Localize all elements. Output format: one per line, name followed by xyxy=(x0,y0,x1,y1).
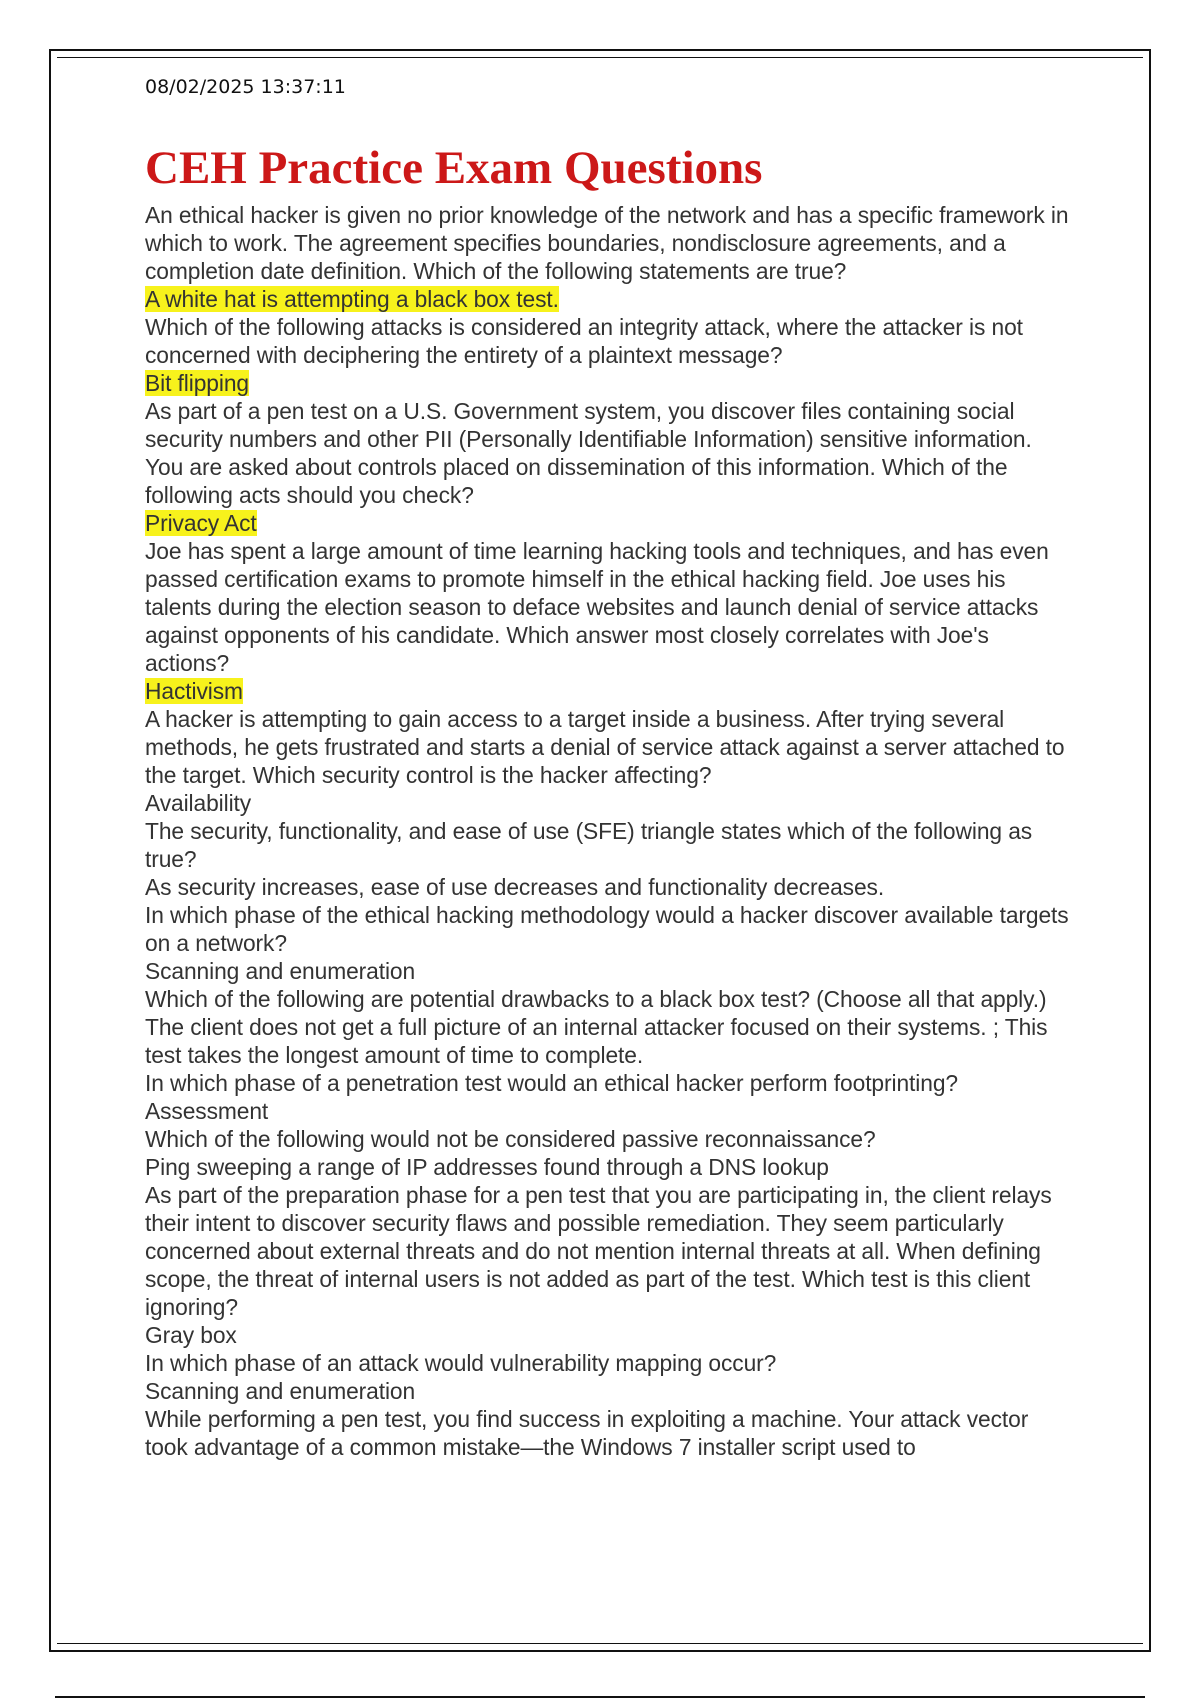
document-title: CEH Practice Exam Questions xyxy=(145,142,763,194)
answer-highlight: Privacy Act xyxy=(145,510,257,536)
question-text: The security, functionality, and ease of use (SFE) triangle states which of the following as true? xyxy=(145,818,1033,872)
question-text: Joe has spent a large amount of time learning hacking tools and techniques, and has even passed certification exams to promote himself in the ethical hacking field. Joe uses his talents during the election season to deface websites and launch denial of service attacks against opponents of his candidate. Which answer most closely correlates with Joe's actions? xyxy=(145,538,1049,676)
answer-text: Scanning and enumeration xyxy=(145,958,416,984)
page-divider xyxy=(55,1696,1145,1698)
question-text: A hacker is attempting to gain access to a target inside a business. After trying several methods, he gets frustrated and starts a denial of service attack against a server attached to the target. Which security control is the hacker affecting? xyxy=(145,706,1065,788)
answer-text-highlighted xyxy=(145,285,1070,313)
question-text: As part of a pen test on a U.S. Government system, you discover files containing social security numbers and other PII (Personally Identifiable Information) sensitive information. You are asked about controls placed on dissemination of this information. Which of the following acts should you check? xyxy=(145,398,1032,508)
question-text: As part of the preparation phase for a pen test that you are participating in, the client relays their intent to discover security flaws and possible remediation. They seem particularly concerned about external threats and do not mention internal threats at all. When defining scope, the threat of internal users is not added as part of the test. Which test is this client ignoring? xyxy=(145,1182,1052,1320)
answer-text-highlighted xyxy=(145,509,1070,537)
question-text: Which of the following are potential drawbacks to a black box test? (Choose all that apply.) xyxy=(145,986,1047,1012)
print-timestamp: 08/02/2025 13:37:11 xyxy=(145,76,346,98)
question-text: Which of the following would not be considered passive reconnaissance? xyxy=(145,1126,876,1152)
answer-text-highlighted xyxy=(145,369,1070,397)
answer-highlight: Hactivism xyxy=(145,678,243,704)
answer-text-highlighted xyxy=(145,677,1070,705)
question-text: While performing a pen test, you find success in exploiting a machine. Your attack vector took advantage of a common mistake—the Windows 7 installer script used to xyxy=(145,1406,1029,1460)
answer-text: Scanning and enumeration xyxy=(145,1378,416,1404)
answer-text: The client does not get a full picture of an internal attacker focused on their systems. ; This test takes the longest amount of time to complete. xyxy=(145,1014,1048,1068)
answer-text: As security increases, ease of use decreases and functionality decreases. xyxy=(145,874,885,900)
question-text: In which phase of the ethical hacking methodology would a hacker discover available targets on a network? xyxy=(145,902,1069,956)
question-text: In which phase of a penetration test would an ethical hacker perform footprinting? xyxy=(145,1070,958,1096)
answer-text: Assessment xyxy=(145,1098,269,1124)
answer-text: Gray box xyxy=(145,1322,237,1348)
question-text: Which of the following attacks is considered an integrity attack, where the attacker is not concerned with deciphering the entirety of a plaintext message? xyxy=(145,314,1023,368)
answer-highlight: A white hat is attempting a black box test. xyxy=(145,286,559,312)
question-text: An ethical hacker is given no prior knowledge of the network and has a specific framework in which to work. The agreement specifies boundaries, nondisclosure agreements, and a completion date definition. Which of the following statements are true? xyxy=(145,202,1069,284)
answer-text: Availability xyxy=(145,790,252,816)
question-text: In which phase of an attack would vulnerability mapping occur? xyxy=(145,1350,777,1376)
answer-text: Ping sweeping a range of IP addresses found through a DNS lookup xyxy=(145,1154,829,1180)
answer-highlight: Bit flipping xyxy=(145,370,249,396)
qa-list xyxy=(145,201,1070,1461)
